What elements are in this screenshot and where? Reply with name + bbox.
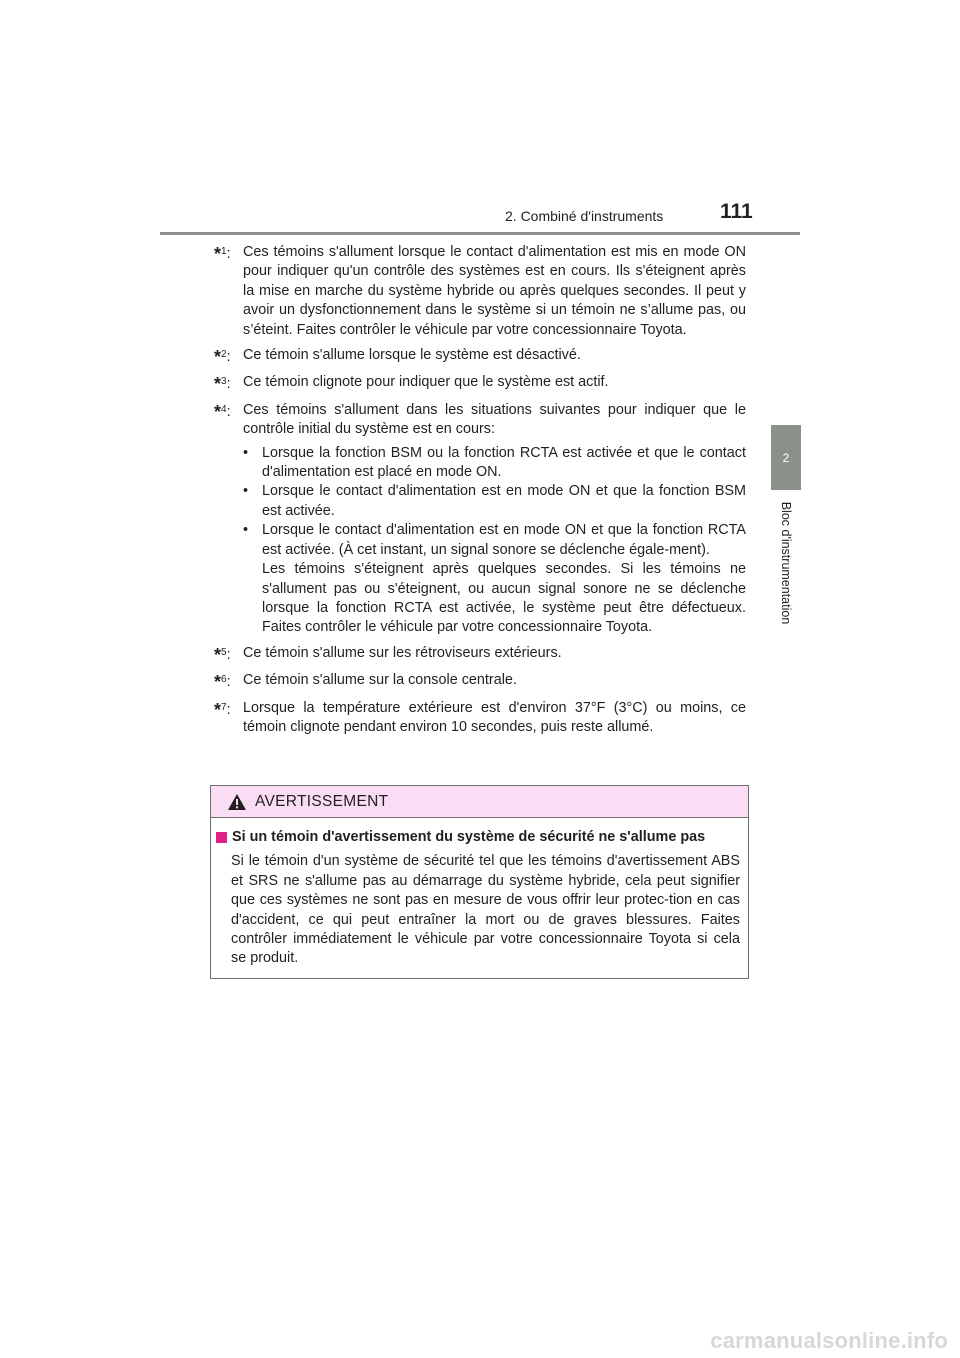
- footnote-marker: *$^6$:: [214, 672, 231, 693]
- square-bullet-icon: [216, 832, 227, 843]
- warning-label: AVERTISSEMENT: [255, 792, 389, 810]
- footnote-text: Ces témoins s'allument lorsque le contact d'alimentation est mis en mode ON pour indiquer qu'un contrôle des systèmes est en cours. Ils s'éteignent après la mise en marche du système hybride ou après quelques secondes. Il peut y avoir un dysfonctionnement dans le système si un témoin ne s’allume pas, ou s’éteint. Faites contrôler le véhicule par votre concessionnaire Toyota.: [243, 244, 746, 338]
- warning-box: [210, 785, 749, 979]
- header-rule: [160, 232, 800, 235]
- footnote-4-followup: Les témoins s'éteignent après quelques secondes. Si les témoins ne s'allument pas ou s'éteignent, ou aucun signal sonore ne se déclenche lorsque la fonction RCTA est activée, le système peut être défectueux. Faites contrôler le véhicule par votre concessionnaire Toyota.: [262, 561, 746, 636]
- footnote-1: [214, 243, 746, 340]
- footnote-text: Ce témoin s'allume sur les rétroviseurs extérieurs.: [243, 644, 562, 661]
- bullet-dot: •: [243, 522, 249, 539]
- footnote-marker: *$^2$:: [214, 347, 231, 368]
- footnote-7: [214, 699, 746, 738]
- warning-title: [216, 828, 740, 847]
- warning-text: Si le témoin d'un système de sécurité tel que les témoins d'avertissement ABS et SRS ne s'allume pas au démarrage du système hybride, cela peut signifier que ces systèmes ne sont pas en mesure de vous offrir leur protec-tion en cas d'accident, ce qui peut entraîner la mort ou de graves blessures. Faites contrôler immédiatement le véhicule par votre concessionnaire Toyota si cela se produit.: [231, 853, 740, 967]
- list-item: [243, 482, 746, 521]
- chapter-tab-number: 2: [782, 450, 790, 465]
- footnote-5: [214, 644, 746, 665]
- bullet-dot: •: [243, 444, 249, 461]
- footnote-marker: *$^7$:: [214, 699, 231, 720]
- footnote-marker: *$^3$:: [214, 374, 231, 395]
- footnote-2: [214, 346, 746, 367]
- list-item: [243, 444, 746, 483]
- footnote-marker: *$^5$:: [214, 644, 231, 665]
- chapter-side-label: Bloc d'instrumentation: [779, 501, 793, 625]
- warning-triangle-icon: [227, 793, 247, 811]
- warning-title-text: Si un témoin d'avertissement du système de sécurité ne s'allume pas: [232, 829, 706, 845]
- footnote-4-bullets: [243, 444, 746, 638]
- footnotes: [214, 243, 746, 743]
- footnote-text: Ce témoin s'allume lorsque le système est désactivé.: [243, 347, 581, 364]
- header-section-title: 2. Combiné d'instruments: [505, 208, 664, 224]
- list-item-text: Lorsque le contact d'alimentation est en mode ON et que la fonction BSM est activée.: [262, 483, 746, 519]
- footnote-4: [214, 401, 746, 638]
- footnote-6: [214, 671, 746, 692]
- footnote-3: [214, 373, 746, 394]
- warning-header: [211, 786, 748, 818]
- footnote-marker: *$^1$:: [214, 244, 231, 264]
- bullet-dot: •: [243, 483, 249, 500]
- watermark: carmanualsonline.info: [710, 1328, 948, 1353]
- footnote-text: Lorsque la température extérieure est d'environ 37°F (3°C) ou moins, ce témoin clignote pendant environ 10 secondes, puis reste allumé.: [243, 699, 746, 735]
- footnote-text: Ce témoin clignote pour indiquer que le système est actif.: [243, 374, 609, 391]
- chapter-tab: [771, 425, 801, 490]
- warning-body: [211, 818, 748, 969]
- list-item-text: Lorsque la fonction BSM ou la fonction RCTA est activée et que le contact d'alimentation est placé en mode ON.: [262, 444, 746, 481]
- page-number: 111: [720, 200, 753, 223]
- footnote-marker: *$^4$:: [214, 401, 231, 422]
- footnote-text: Ces témoins s'allument dans les situations suivantes pour indiquer que le contrôle initial du système est en cours:: [243, 401, 746, 438]
- list-item-text: Lorsque le contact d'alimentation est en mode ON et que la fonction RCTA est activée. (À cet instant, un signal sonore se déclenche égale-ment).: [262, 522, 746, 558]
- footnote-text: Ce témoin s'allume sur la console centrale.: [243, 672, 517, 689]
- list-item: [243, 521, 746, 637]
